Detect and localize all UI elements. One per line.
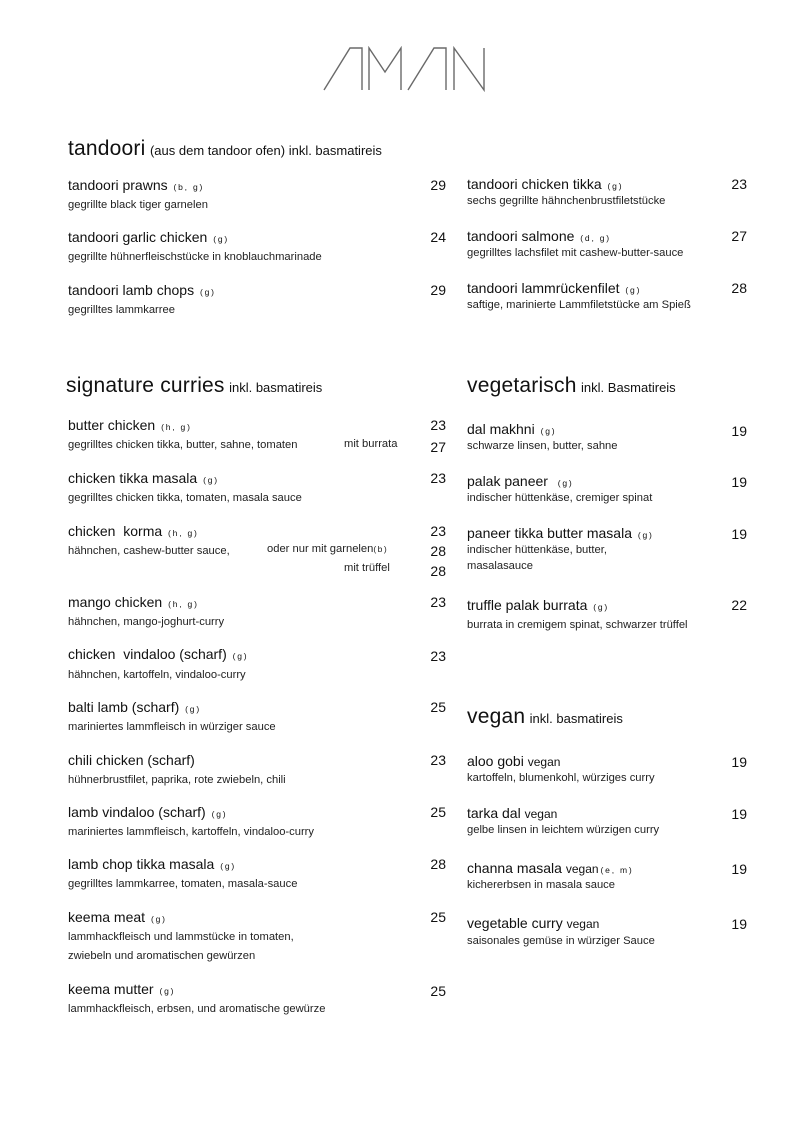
item-price: 27 (731, 228, 747, 244)
item-description: mariniertes lammfleisch, kartoffeln, vindaloo-curry (68, 826, 315, 838)
item-allergens: (g) (203, 475, 219, 485)
item-name: chicken tikka masala (68, 470, 198, 486)
item-description: mariniertes lammfleisch in würziger sauce (68, 721, 276, 733)
item-name: channa masala (467, 860, 562, 876)
item-description: saftige, marinierte Lammfiletstücke am Spieß (467, 299, 691, 311)
item-price: 22 (731, 597, 747, 613)
item-price: 19 (731, 916, 747, 932)
item-price: 28 (731, 280, 747, 296)
item-allergens: (g) (593, 602, 610, 612)
item-option-label: mit burrata (344, 438, 398, 450)
section-subtitle: inkl. basmatireis (529, 711, 623, 726)
item-name: tarka dal (467, 805, 521, 821)
item-name: chili chicken (scharf) (68, 752, 195, 768)
item-price: 23 (430, 594, 446, 610)
item-name: lamb chop tikka masala (68, 856, 215, 872)
item-price: 25 (430, 804, 446, 820)
item-allergens: (d, g) (580, 233, 611, 243)
section-title-vegan (467, 705, 623, 729)
item-option-label (267, 543, 388, 555)
item-price: 29 (430, 282, 446, 298)
item-description: hähnchen, kartoffeln, vindaloo-curry (68, 669, 246, 681)
item-allergens: (g) (637, 530, 654, 540)
item-name: tandoori garlic chicken (68, 229, 208, 245)
item-description: hähnchen, cashew-butter sauce, (68, 545, 230, 557)
section-heading: vegetarisch (467, 374, 577, 397)
item-description: gegrillte black tiger garnelen (68, 199, 208, 211)
item-price: 19 (731, 423, 747, 439)
item-name: butter chicken (68, 417, 156, 433)
item-option-price: 28 (430, 563, 446, 579)
item-name: tandoori lammrückenfilet (467, 280, 620, 296)
item-allergens: (g) (211, 809, 228, 819)
section-subtitle: inkl. Basmatireis (581, 380, 676, 395)
item-description: gelbe linsen in leichtem würzigen curry (467, 824, 660, 836)
item-description: indischer hüttenkäse, butter, (467, 544, 607, 556)
item-allergens: (g) (150, 914, 167, 924)
item-option-text: oder nur mit garnelen (267, 543, 374, 555)
item-price: 19 (731, 754, 747, 770)
item-price: 25 (430, 699, 446, 715)
item-vegan-tag: vegan (524, 807, 558, 821)
item-allergens: (g) (607, 181, 624, 191)
item-description: lammhackfleisch und lammstücke in tomaten, (68, 931, 294, 943)
item-price: 23 (731, 176, 747, 192)
item-name: tandoori salmone (467, 228, 575, 244)
item-description: sechs gegrillte hähnchenbrustfiletstücke (467, 195, 666, 207)
item-name: keema mutter (68, 981, 154, 997)
item-price: 19 (731, 474, 747, 490)
item-option-price: 27 (430, 439, 446, 455)
item-description: kartoffeln, blumenkohl, würziges curry (467, 772, 655, 784)
item-vegan-tag: vegan (565, 862, 599, 876)
item-name: paneer tikka butter masala (467, 525, 632, 541)
section-subtitle: (aus dem tandoor ofen) inkl. basmatireis (149, 143, 382, 158)
item-price: 23 (430, 648, 446, 664)
item-price: 23 (430, 752, 446, 768)
item-price: 24 (430, 229, 446, 245)
item-price: 19 (731, 806, 747, 822)
section-heading: vegan (467, 705, 526, 728)
item-price: 19 (731, 861, 747, 877)
item-vegan-tag: vegan (527, 755, 561, 769)
item-option-price: 28 (430, 543, 446, 559)
item-option-allergens: (b) (373, 544, 389, 554)
item-name: keema meat (68, 909, 146, 925)
item-description: gegrilltes chicken tikka, butter, sahne, tomaten (68, 439, 298, 451)
item-description-line2: zwiebeln und aromatischen gewürzen (68, 950, 256, 962)
item-allergens: (g) (557, 478, 574, 488)
section-title-vegetarian (467, 374, 676, 398)
item-allergens: (g) (185, 704, 201, 714)
item-description: indischer hüttenkäse, cremiger spinat (467, 492, 653, 504)
item-allergens: (g) (625, 285, 642, 295)
item-name: vegetable curry (467, 915, 563, 931)
section-title-curries (66, 374, 322, 398)
item-name: tandoori prawns (68, 177, 168, 193)
item-price: 25 (430, 983, 446, 999)
item-name: truffle palak burrata (467, 597, 588, 613)
item-name: aloo gobi (467, 753, 524, 769)
item-description: gegrillte hühnerfleischstücke in knoblauchmarinade (68, 251, 322, 263)
item-allergens: (h, g) (168, 599, 199, 609)
item-allergens: (g) (213, 234, 229, 244)
item-price: 23 (430, 523, 446, 539)
item-vegan-tag: vegan (566, 917, 600, 931)
item-price: 23 (430, 417, 446, 433)
item-allergens: (e, m) (600, 865, 634, 875)
item-price: 19 (731, 526, 747, 542)
item-description-line2: masalasauce (467, 560, 533, 572)
item-allergens: (g) (159, 986, 176, 996)
item-name: lamb vindaloo (scharf) (68, 804, 206, 820)
item-price: 28 (430, 856, 446, 872)
item-allergens: (g) (232, 651, 249, 661)
item-allergens: (b, g) (173, 182, 205, 192)
item-description: schwarze linsen, butter, sahne (467, 440, 618, 452)
item-description: gegrilltes lachsfilet mit cashew-butter-sauce (467, 247, 684, 259)
item-price: 25 (430, 909, 446, 925)
item-allergens: (g) (220, 861, 236, 871)
item-description: kichererbsen in masala sauce (467, 879, 615, 891)
item-allergens: (g) (199, 287, 216, 297)
item-option-label: mit trüffel (344, 562, 390, 574)
aman-logo (323, 46, 486, 92)
item-description: gegrilltes chicken tikka, tomaten, masala sauce (68, 492, 302, 504)
item-price: 23 (430, 470, 446, 486)
item-name: chicken korma (68, 523, 163, 539)
item-name: mango chicken (68, 594, 163, 610)
item-price: 29 (430, 177, 446, 193)
item-allergens: (h, g) (161, 422, 192, 432)
item-name: tandoori lamb chops (68, 282, 195, 298)
item-description: hühnerbrustfilet, paprika, rote zwiebeln, chili (68, 774, 286, 786)
item-description: burrata in cremigem spinat, schwarzer trüffel (467, 619, 688, 631)
item-description: lammhackfleisch, erbsen, und aromatische gewürze (68, 1003, 326, 1015)
item-name: chicken vindaloo (scharf) (68, 646, 227, 662)
item-name: palak paneer (467, 473, 552, 489)
section-title-tandoori (68, 137, 382, 161)
item-allergens: (g) (540, 426, 557, 436)
item-description: saisonales gemüse in würziger Sauce (467, 935, 655, 947)
item-description: hähnchen, mango-joghurt-curry (68, 616, 225, 628)
item-description: gegrilltes lammkarree (68, 304, 175, 316)
item-name: tandoori chicken tikka (467, 176, 602, 192)
section-subtitle: inkl. basmatireis (229, 380, 323, 395)
item-description: gegrilltes lammkarree, tomaten, masala-sauce (68, 878, 298, 890)
item-name: balti lamb (scharf) (68, 699, 180, 715)
item-allergens: (h, g) (168, 528, 199, 538)
section-heading: tandoori (68, 137, 146, 160)
section-heading: signature curries (66, 374, 225, 397)
item-name: dal makhni (467, 421, 535, 437)
